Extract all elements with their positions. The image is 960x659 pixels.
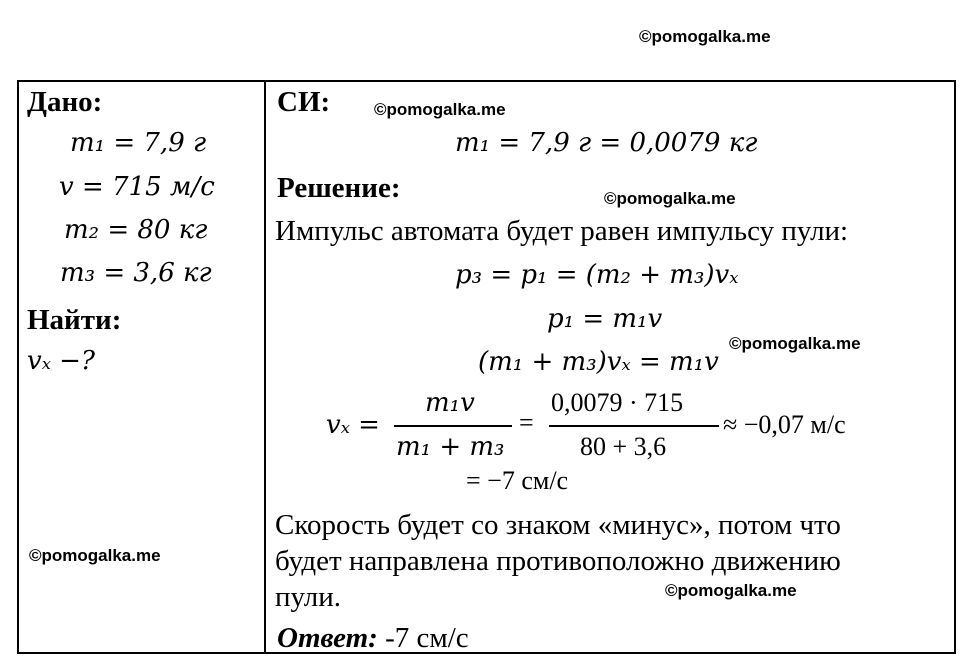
solution-intro: Импульс автомата будет равен импульсу пули: xyxy=(275,215,849,247)
watermark: ©pomogalka.me xyxy=(374,100,506,119)
si-heading: СИ: xyxy=(277,86,331,118)
watermark: ©pomogalka.me xyxy=(29,546,161,565)
fraction-2-denominator: 80 + 3,6 xyxy=(580,432,667,461)
si-conversion: m₁ = 7,9 г = 0,0079 кг xyxy=(455,128,758,158)
equation-3: (m₁ + m₃)vₓ = m₁v xyxy=(478,347,719,377)
watermark: ©pomogalka.me xyxy=(665,581,797,600)
find-value: vₓ −? xyxy=(27,346,95,376)
fraction-2-bar xyxy=(549,425,719,427)
given-heading: Дано: xyxy=(27,86,103,118)
given-v: v = 715 м/с xyxy=(59,172,215,202)
explanation-line-2: будет направлена противоположно движению xyxy=(275,545,841,577)
fraction-2-numerator: 0,0079 · 715 xyxy=(551,388,684,417)
column-divider xyxy=(264,80,266,654)
watermark: ©pomogalka.me xyxy=(639,27,771,46)
given-m3: m₃ = 3,6 кг xyxy=(60,258,212,288)
watermark: ©pomogalka.me xyxy=(604,189,736,208)
equation-5: = −7 см/с xyxy=(466,466,569,495)
watermark: ©pomogalka.me xyxy=(729,334,861,353)
equation-4-lhs: vₓ = xyxy=(326,410,380,440)
equation-4-equals: = xyxy=(519,408,534,437)
given-m2: m₂ = 80 кг xyxy=(64,215,208,245)
equation-4-result: ≈ −0,07 м/с xyxy=(723,410,846,439)
equation-1: p₃ = p₁ = (m₂ + m₃)vₓ xyxy=(455,260,739,290)
answer-value: -7 см/с xyxy=(377,622,469,654)
answer xyxy=(277,624,469,653)
solution-heading: Решение: xyxy=(277,172,401,204)
fraction-1-bar xyxy=(394,425,512,427)
answer-label: Ответ: xyxy=(277,622,378,654)
equation-2: p₁ = m₁v xyxy=(547,304,663,334)
explanation-line-3: пули. xyxy=(275,581,341,613)
given-m1: m₁ = 7,9 г xyxy=(70,128,207,158)
fraction-1-denominator: m₁ + m₃ xyxy=(396,432,505,462)
find-heading: Найти: xyxy=(27,304,122,336)
fraction-1-numerator: m₁v xyxy=(425,388,475,418)
explanation-line-1: Скорость будет со знаком «минус», потом что xyxy=(275,509,841,541)
